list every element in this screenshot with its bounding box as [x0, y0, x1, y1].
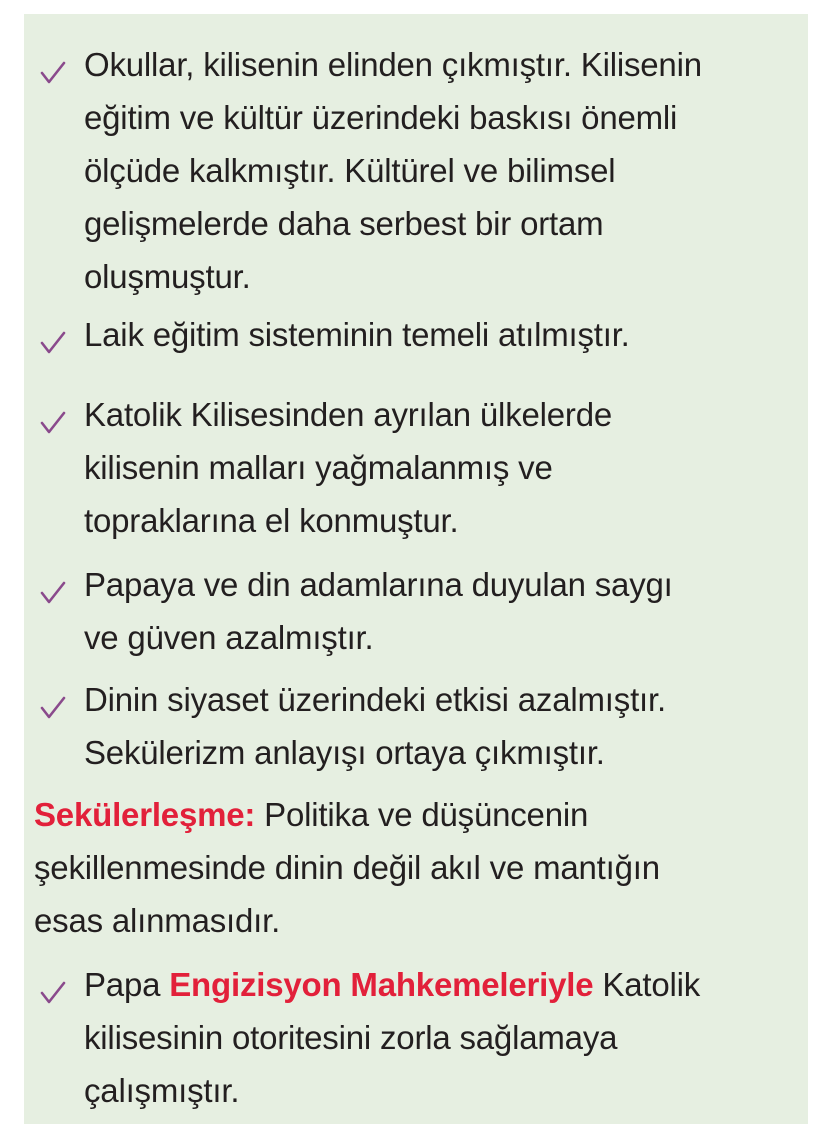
list-item-line: ve güven azalmıştır. [84, 619, 374, 656]
list-item-line: eğitim ve kültür üzerindeki baskısı önemli [84, 99, 678, 136]
check-icon [38, 693, 68, 723]
list-item-line: çalışmıştır. [84, 1072, 240, 1109]
highlighted-term: Engizisyon Mahkemeleriyle [169, 966, 594, 1003]
definition-line [34, 788, 588, 841]
list-item-line: gelişmelerde daha serbest bir ortam [84, 205, 604, 242]
list-item-text: Katolik [593, 966, 701, 1003]
list-item-line: kilisesinin otoritesini zorla sağlamaya [84, 1019, 618, 1056]
list-item-line: Okullar, kilisenin elinden çıkmıştır. Kilisenin [84, 46, 702, 83]
check-icon [38, 58, 68, 88]
check-icon [38, 408, 68, 438]
list-item-line: Katolik Kilisesinden ayrılan ülkelerde [84, 396, 613, 433]
check-icon [38, 978, 68, 1008]
definition-term: Sekülerleşme: [34, 796, 256, 833]
content-panel [24, 14, 808, 1124]
list-item-line: Sekülerizm anlayışı ortaya çıkmıştır. [84, 734, 605, 771]
definition-line: şekillenmesinde dinin değil akıl ve mantığın [34, 849, 660, 886]
definition-line: esas alınmasıdır. [34, 902, 281, 939]
list-item-line: kilisenin malları yağmalanmış ve [84, 449, 553, 486]
check-icon [38, 578, 68, 608]
list-item-line: topraklarına el konmuştur. [84, 502, 459, 539]
check-icon [38, 328, 68, 358]
list-item-text: Papa [84, 966, 170, 1003]
list-item-line: Dinin siyaset üzerindeki etkisi azalmıştır. [84, 681, 666, 718]
definition-text: Politika ve düşüncenin [255, 796, 589, 833]
list-item-line: ölçüde kalkmıştır. Kültürel ve bilimsel [84, 152, 616, 189]
list-item-line: Laik eğitim sisteminin temeli atılmıştır. [84, 316, 630, 353]
list-item-line: oluşmuştur. [84, 258, 251, 295]
list-item-line: Papaya ve din adamlarına duyulan saygı [84, 566, 673, 603]
list-item-line [84, 958, 700, 1011]
